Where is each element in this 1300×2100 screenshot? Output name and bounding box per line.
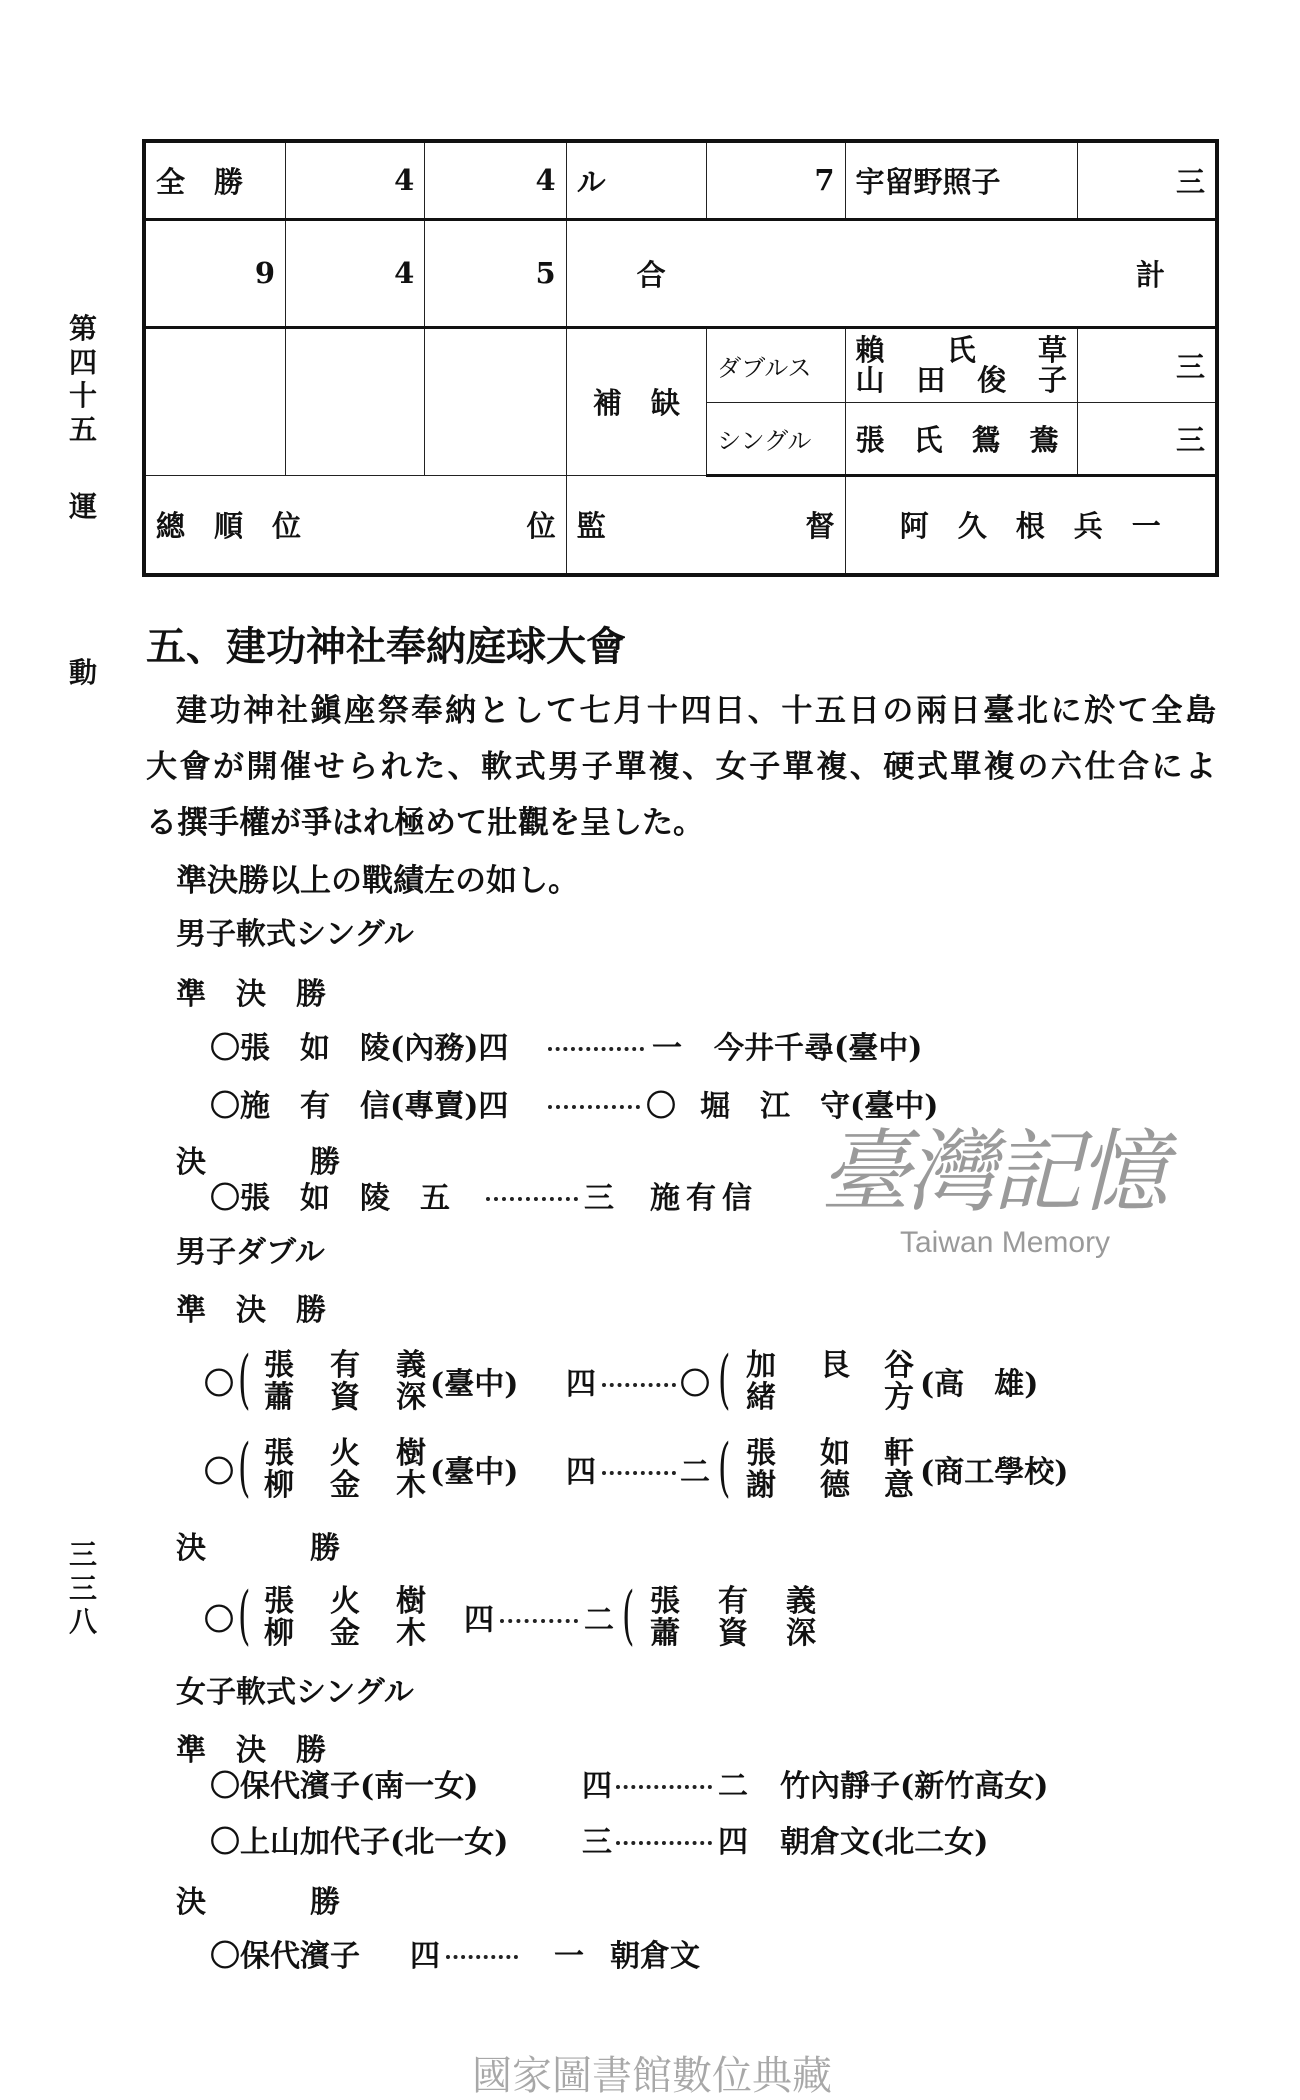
row-label-all-wins: 全 勝 (144, 141, 286, 219)
name-char: 德 (820, 1467, 850, 1503)
winner-score: 四 (566, 1455, 596, 1490)
name-char: 張 (264, 1348, 294, 1383)
match-winner: 〇施 有 信(專賣)四 (210, 1089, 509, 1124)
doubles-names (845, 327, 1078, 402)
loser-score: 二 (718, 1769, 748, 1804)
bracket: ( (238, 1436, 250, 1500)
record-table (142, 139, 1219, 577)
ncl-watermark: 國家圖書館數位典藏 (472, 2054, 832, 2098)
dotted-leader (500, 1619, 578, 1623)
coach-label-a: 監 (576, 509, 606, 544)
total-label-a: 合 (636, 257, 666, 292)
name-char: 谷 (884, 1348, 914, 1383)
women-singles-title: 女子軟式シングル (176, 1675, 414, 1710)
dotted-leader (602, 1471, 676, 1475)
name-char: 柳 (264, 1467, 294, 1503)
bracket: ( (718, 1348, 730, 1412)
cell: 4 (425, 141, 566, 219)
dotted-leader (486, 1197, 578, 1201)
final-label-b: 勝 (310, 1885, 340, 1920)
name-char: 火 (330, 1584, 360, 1619)
name-char: 木 (396, 1615, 426, 1651)
team: (臺中) (430, 1455, 519, 1490)
name-char: 意 (884, 1467, 914, 1503)
intro-line: 準決勝以上の戰績左の如し。 (176, 863, 579, 899)
doubles-name-2: 山田俊子 (855, 363, 1068, 397)
dotted-leader (616, 1841, 712, 1845)
name-char: 張 (746, 1436, 776, 1471)
loser-score: 二 (584, 1603, 614, 1638)
name-char: 資 (330, 1379, 360, 1415)
final-label-b: 勝 (310, 1145, 340, 1180)
dotted-leader (602, 1383, 676, 1387)
cell: 4 (286, 219, 425, 327)
cell: 5 (425, 219, 566, 327)
dotted-leader (548, 1047, 644, 1051)
running-title-1: 運 (68, 490, 97, 523)
name-char: 張 (650, 1584, 680, 1619)
name-char: 緒 (746, 1379, 776, 1415)
name-char: 火 (330, 1436, 360, 1471)
winner-circle: 〇 (204, 1603, 234, 1638)
match-winner: 〇保代濱子 (210, 1939, 360, 1974)
paragraph-line: る撰手權が爭はれ極めて壯觀を呈した。 (146, 805, 704, 841)
overall-rank-label: 總 順 位 (156, 508, 302, 543)
total-row-label (566, 219, 1217, 327)
name-char: 軒 (884, 1436, 914, 1471)
final-label-a: 決 (176, 1885, 206, 1920)
loser-score: 〇 (646, 1089, 676, 1124)
final-label-a: 決 (176, 1531, 206, 1566)
name-char: 有 (718, 1584, 748, 1619)
page-number: 三三八 (68, 1538, 97, 1639)
doubles-name-1: 賴 氏 草 (855, 332, 1068, 367)
cell: ル (566, 141, 707, 219)
name-char: 蕭 (650, 1615, 680, 1651)
name-char (818, 1382, 852, 1414)
name-char: 方 (884, 1379, 914, 1415)
match-winner: 〇保代濱子(南一女) (210, 1769, 479, 1804)
match-winner: 〇張 如 陵 五 (210, 1181, 450, 1216)
dotted-leader (616, 1785, 712, 1789)
match-winner: 〇上山加代子(北一女) (210, 1825, 509, 1860)
doubles-label: ダブルス (707, 327, 845, 402)
loser-score: 四 (718, 1825, 748, 1860)
doubles-grade: 三 (1078, 327, 1217, 402)
semifinal-label: 準 決 勝 (176, 1733, 326, 1768)
singles-name: 張 氏 鴛 鴦 (845, 402, 1078, 475)
paragraph-line: 建功神社鎭座祭奉納として七月十四日、十五日の兩日臺北に於て全島 (176, 693, 1216, 729)
name-char: 謝 (746, 1467, 776, 1503)
winner-circle: 〇 (204, 1455, 234, 1490)
loser-score: 〇 (680, 1367, 710, 1402)
name-char: 木 (396, 1467, 426, 1503)
bracket: ( (238, 1584, 250, 1648)
name-char: 蕭 (264, 1379, 294, 1415)
reserve-label: 補 缺 (566, 327, 707, 475)
winner-circle: 〇 (204, 1367, 234, 1402)
name-char: 有 (330, 1348, 360, 1383)
winner-score: 四 (410, 1939, 440, 1974)
team: (商工學校) (920, 1455, 1069, 1490)
winner-score: 三 (582, 1825, 612, 1860)
singles-label: シングル (707, 402, 845, 475)
name-char: 深 (786, 1615, 816, 1651)
winner-score: 四 (582, 1769, 612, 1804)
name-char: 如 (820, 1436, 850, 1471)
chapter-label: 第四十五 (68, 312, 97, 446)
winner-score: 四 (464, 1603, 494, 1638)
name-char: 艮 (820, 1348, 850, 1383)
loser-score: 三 (584, 1181, 614, 1216)
bracket: ( (238, 1348, 250, 1412)
team: (臺中) (430, 1367, 519, 1402)
name-char: 樹 (396, 1436, 426, 1471)
running-title-2: 動 (68, 656, 97, 689)
men-singles-title: 男子軟式シングル (176, 917, 414, 952)
name-char: 義 (786, 1584, 816, 1619)
dotted-leader (548, 1105, 640, 1109)
name-char: 資 (718, 1615, 748, 1651)
taiwan-memory-watermark-en: Taiwan Memory (900, 1226, 1111, 1259)
dotted-leader (446, 1955, 518, 1959)
name-char: 張 (264, 1436, 294, 1471)
name-char: 義 (396, 1348, 426, 1383)
taiwan-memory-watermark: 臺灣記憶 (820, 1120, 1164, 1225)
name-char: 金 (330, 1615, 360, 1651)
name-char: 深 (396, 1379, 426, 1415)
cell: 7 (707, 141, 845, 219)
match-loser: 堀 江 守(臺中) (700, 1089, 939, 1124)
coach-label-b: 督 (805, 509, 835, 544)
match-loser: 朝倉文 (610, 1939, 700, 1974)
cell: 4 (286, 141, 425, 219)
men-doubles-title: 男子ダブル (176, 1235, 325, 1270)
winner-score: 四 (566, 1367, 596, 1402)
match-loser: 竹內靜子(新竹高女) (780, 1769, 1049, 1804)
match-loser: 朝倉文(北二女) (780, 1825, 989, 1860)
paragraph-line: 大會が開催せられた、軟式男子單複、女子單複、硬式單複の六仕合によ (146, 749, 1216, 785)
loser-score: 一 (652, 1031, 682, 1066)
bracket: ( (622, 1584, 634, 1648)
overall-rank (144, 475, 566, 575)
grade: 三 (1078, 141, 1217, 219)
match-winner: 〇張 如 陵(內務)四 (210, 1031, 509, 1066)
name-char: 張 (264, 1584, 294, 1619)
coach-name: 阿 久 根 兵 一 (845, 475, 1217, 575)
semifinal-label: 準 決 勝 (176, 1293, 326, 1328)
name-char: 柳 (264, 1615, 294, 1651)
match-loser: 施有信 (650, 1181, 758, 1216)
section-heading: 五、建功神社奉納庭球大會 (146, 623, 626, 670)
singles-grade: 三 (1078, 402, 1217, 475)
player-name: 宇留野照子 (845, 141, 1078, 219)
final-label-b: 勝 (310, 1531, 340, 1566)
cell: 9 (144, 219, 286, 327)
bracket: ( (718, 1436, 730, 1500)
overall-rank-value: 位 (526, 508, 556, 543)
loser-score: 一 (554, 1939, 584, 1974)
semifinal-label: 準 決 勝 (176, 977, 326, 1012)
name-char: 加 (746, 1348, 776, 1383)
name-char: 金 (330, 1467, 360, 1503)
final-label-a: 決 (176, 1145, 206, 1180)
total-label-b: 計 (1135, 257, 1165, 292)
coach-label (566, 475, 845, 575)
team: (高 雄) (920, 1367, 1039, 1402)
loser-score: 二 (680, 1455, 710, 1490)
match-loser: 今井千尋(臺中) (714, 1031, 923, 1066)
name-char: 樹 (396, 1584, 426, 1619)
